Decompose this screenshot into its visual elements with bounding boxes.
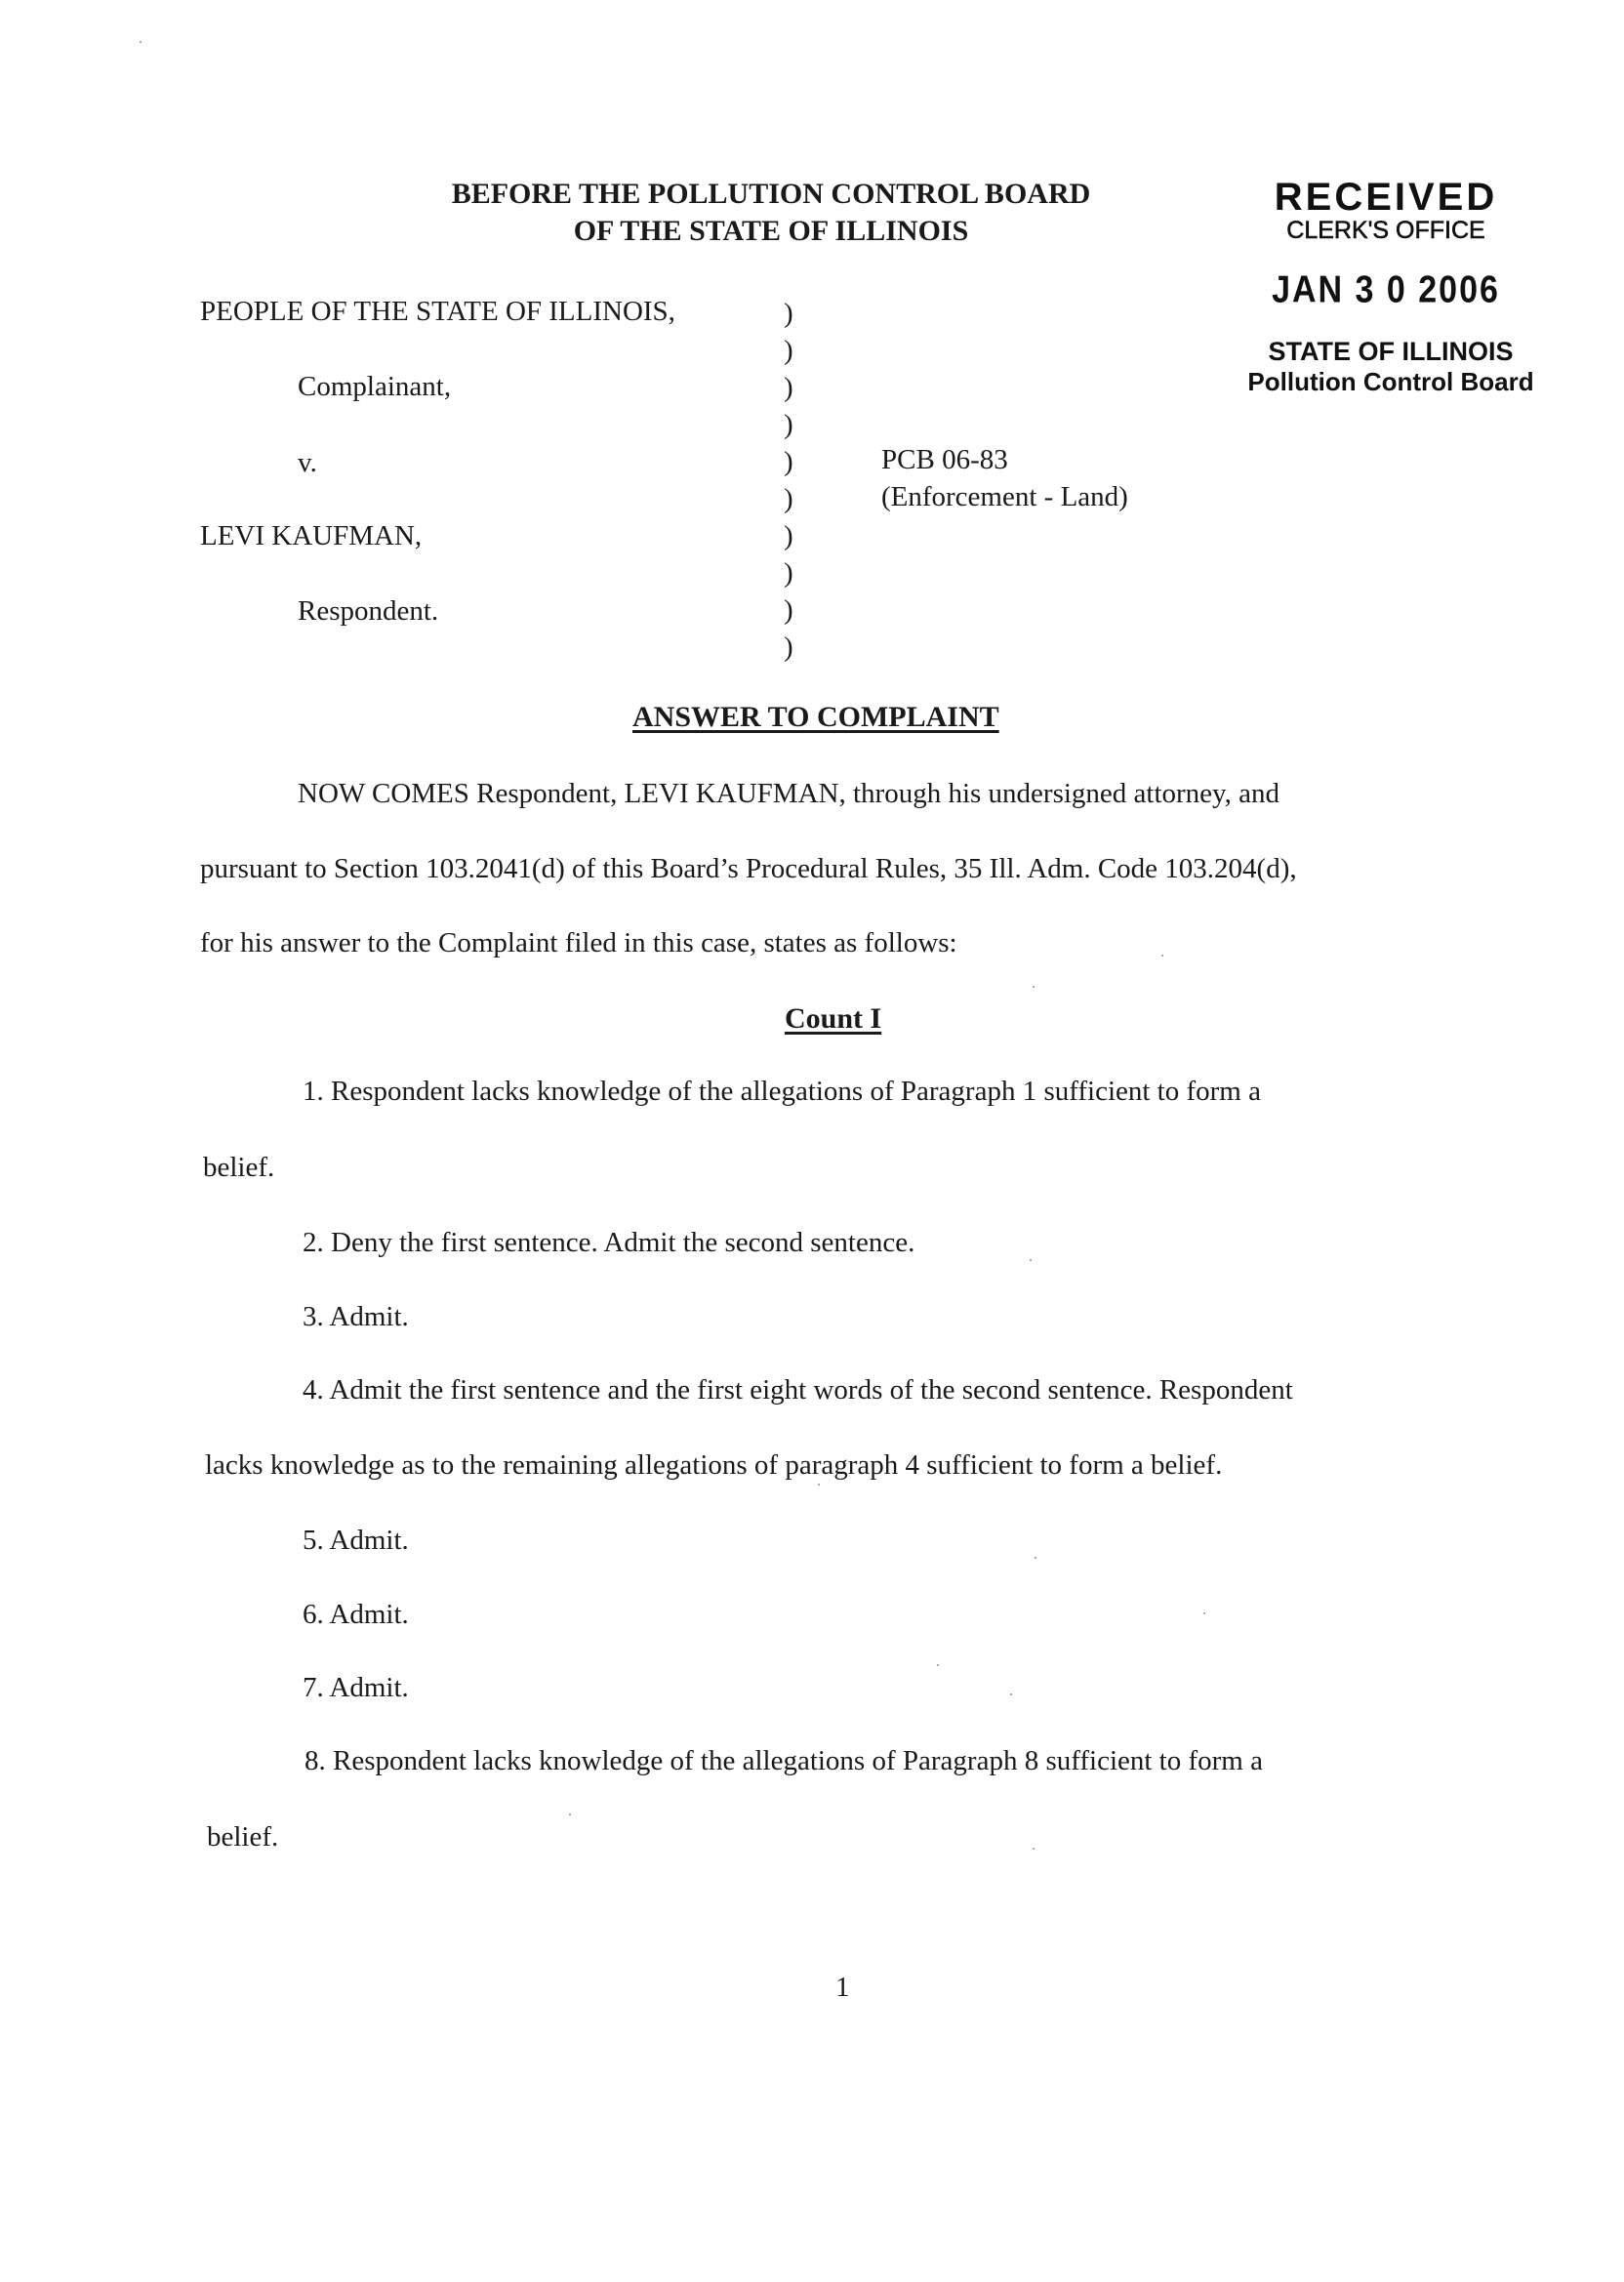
- paren: ): [784, 335, 793, 366]
- caption-defendant-role: Respondent.: [298, 595, 439, 627]
- caption-plaintiff-role: Complainant,: [298, 371, 452, 402]
- scan-speck: [1161, 955, 1163, 957]
- paragraph-1-line2: belief.: [203, 1152, 275, 1183]
- paragraph-8-line1: 8. Respondent lacks knowledge of the allegations of Paragraph 8 sufficient to form a: [304, 1745, 1263, 1776]
- paren: ): [784, 557, 793, 589]
- scan-speck: [1035, 1557, 1036, 1559]
- caption-plaintiff: PEOPLE OF THE STATE OF ILLINOIS,: [200, 296, 675, 327]
- case-number: PCB 06-83: [881, 444, 1008, 475]
- stamp-office: CLERK'S OFFICE: [1286, 217, 1485, 244]
- paragraph-5: 5. Admit.: [303, 1525, 409, 1556]
- paren: ): [784, 446, 793, 477]
- caption-defendant: LEVI KAUFMAN,: [200, 520, 423, 551]
- paren: ): [784, 520, 793, 551]
- caption-versus: v.: [298, 447, 317, 478]
- paren: ): [784, 298, 793, 329]
- scan-speck: [140, 41, 142, 43]
- paren: ): [784, 483, 793, 514]
- intro-line3: for his answer to the Complaint filed in this case, states as follows:: [200, 927, 957, 958]
- paren: ): [784, 372, 793, 403]
- paragraph-3: 3. Admit.: [303, 1301, 409, 1332]
- scan-speck: [1033, 1848, 1035, 1850]
- paragraph-2: 2. Deny the first sentence. Admit the second sentence.: [303, 1227, 915, 1258]
- scan-speck: [937, 1664, 939, 1666]
- stamp-received: RECEIVED: [1274, 176, 1498, 219]
- scan-speck: [1033, 986, 1035, 988]
- paren: ): [784, 632, 793, 663]
- count-heading: Count I: [785, 1002, 882, 1035]
- page-number: 1: [835, 1972, 850, 2003]
- paragraph-8-line2: belief.: [207, 1821, 279, 1853]
- case-type: (Enforcement - Land): [881, 481, 1128, 512]
- scan-speck: [569, 1813, 571, 1815]
- paragraph-1-line1: 1. Respondent lacks knowledge of the allegations of Paragraph 1 sufficient to form a: [303, 1076, 1261, 1107]
- scan-speck: [1030, 1259, 1032, 1261]
- stamp-date: JAN 3 0 2006: [1272, 268, 1500, 311]
- paragraph-4-line1: 4. Admit the first sentence and the first eight words of the second sentence. Respondent: [303, 1374, 1293, 1406]
- paragraph-7: 7. Admit.: [303, 1672, 409, 1703]
- intro-line1: NOW COMES Respondent, LEVI KAUFMAN, through his undersigned attorney, and: [298, 778, 1280, 809]
- scan-speck: [818, 1484, 820, 1486]
- court-name-line2: OF THE STATE OF ILLINOIS: [573, 215, 969, 247]
- scan-speck: [1010, 1693, 1012, 1695]
- paren: ): [784, 594, 793, 626]
- document-title: ANSWER TO COMPLAINT: [632, 701, 999, 733]
- paragraph-6: 6. Admit.: [303, 1599, 409, 1630]
- paren: ): [784, 409, 793, 440]
- intro-line2: pursuant to Section 103.2041(d) of this Board’s Procedural Rules, 35 Ill. Adm. Code 103.204(d),: [200, 853, 1297, 884]
- paragraph-4-line2: lacks knowledge as to the remaining allegations of paragraph 4 sufficient to form a belief.: [205, 1449, 1223, 1481]
- stamp-board: Pollution Control Board: [1247, 367, 1534, 396]
- stamp-state: STATE OF ILLINOIS: [1268, 337, 1514, 366]
- scan-speck: [1203, 1612, 1205, 1614]
- court-name-line1: BEFORE THE POLLUTION CONTROL BOARD: [451, 178, 1091, 210]
